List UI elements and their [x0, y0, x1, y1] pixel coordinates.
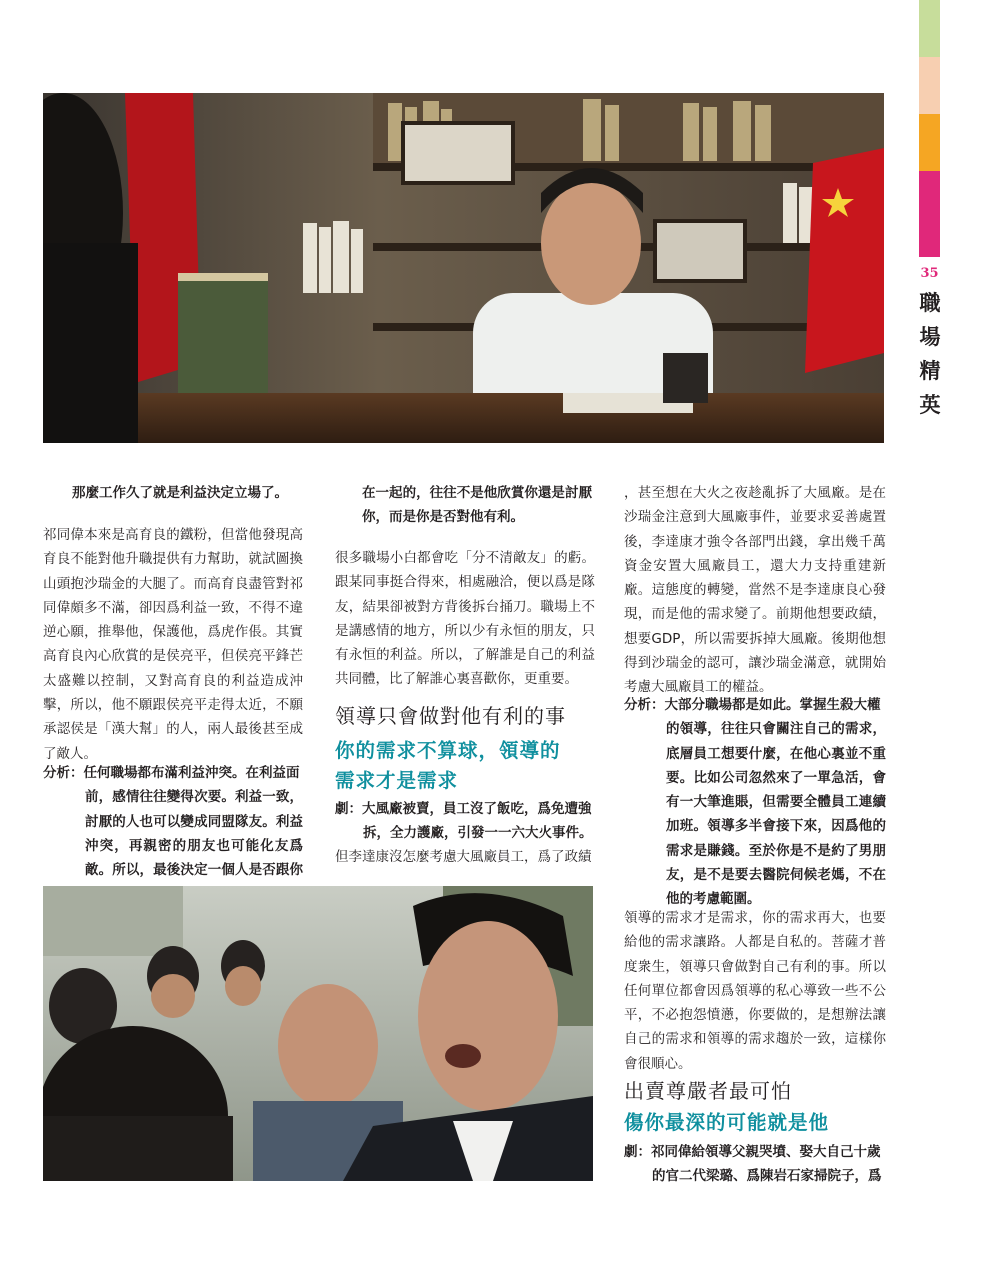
page-number: 35: [920, 266, 939, 281]
col3-heading-light: 出賣尊嚴者最可怕: [624, 1079, 792, 1103]
col2-drama-label: 劇：: [335, 801, 362, 817]
col1-analysis-first-line: 任何職場都布滿利益沖突。在利益面: [83, 765, 300, 781]
col2-heading-bold-line1: 你的需求不算球，領導的: [335, 739, 561, 762]
col1-paragraph-1: 祁同偉本來是高育良的鐵粉，但當他發現高育良不能對他升職提供有力幫助，就試圖換山頭抱沙瑞金的大腿了。而高育良盡管對祁同偉頗多不滿，卻因爲利益一致，不得不違逆心願，推舉他，保護他，爲虎作倀。其實高育良內心欣賞的是侯亮平，但侯亮平鋒芒太盛難以控制，又對高育良的利益造成沖擊，所以，他不願跟侯亮平走得太近，不願承認侯是「漢大幫」的人，兩人最後甚至成了敵人。: [43, 527, 303, 762]
col1-analysis-label: 分析：: [43, 765, 84, 781]
col3-analysis-block: [624, 693, 886, 912]
sidebar-color-bar-peach: [919, 57, 940, 114]
col2-heading-light: 領導只會做對他有利的事: [335, 704, 566, 728]
col3-analysis-text: 的領導，往往只會關注自己的需求，底層員工想要什麼，在他心裏並不重要。比如公司忽然來了一單急活，會有一大筆進賬，但需要全體員工連續加班。領導多半會接下來，因爲他的需求是賺錢。至於你是不是約了男朋友，是不是要去醫院伺候老媽，不在他的考慮範圍。: [666, 721, 886, 908]
col2-paragraph-2: 但李達康沒怎麼考慮大風廠員工，爲了政績: [335, 849, 592, 865]
col3-drama-first-line: 祁同偉給領導父親哭墳、娶大自己十歲: [651, 1144, 881, 1160]
col1-lead-bold: 那麼工作久了就是利益決定立場了。: [72, 485, 288, 501]
sidebar-color-bar-pink: [919, 171, 940, 257]
col1-analysis-text: 前，感情往往變得次要。利益一致，討厭的人也可以變成同盟隊友。利益沖突，再親密的朋友也可能化友爲敵。所以，最後決定一個人是否跟你: [85, 789, 303, 879]
col1-analysis-block: [43, 761, 303, 907]
col3-analysis-first-line: 大部分職場都是如此。掌握生殺大權: [664, 697, 881, 713]
col2-drama-text: 拆，全力護廠，引發一一六大火事件。: [363, 825, 593, 842]
col2-paragraph-1: 很多職場小白都會吃「分不清敵友」的虧。跟某同事挺合得來，相處融洽，便以爲是隊友，結果卻被對方背後拆台捅刀。職場上不是講感情的地方，所以少有永恒的朋友，只有永恒的利益。所以，了解誰是自己的利益共同體，比了解誰心裏喜歡你，更重要。: [335, 550, 595, 688]
bottom-photo-crowd-scene: [43, 886, 593, 1181]
col2-heading-bold-line2: 需求才是需求: [335, 769, 459, 792]
sidebar-color-bar-orange: [919, 114, 940, 171]
col2-drama-block: [335, 797, 597, 846]
top-photo-office-scene: [43, 93, 884, 443]
col3-drama-label: 劇：: [624, 1144, 651, 1160]
col2-lead-bold: 在一起的，往往不是他欣賞你還是討厭你，而是你是否對他有利。: [362, 485, 592, 526]
col3-paragraph-1: ，甚至想在大火之夜趁亂拆了大風廠。是在沙瑞金注意到大風廠事件，並要求妥善處置後，李達康才強令各部門出錢，拿出幾千萬資金安置大風廠員工，還大力支持重建新廠。這態度的轉變，當然不是李達康良心發現，而是他的需求變了。前期他想要政績，想要GDP，所以需要拆掉大風廠。後期他想得到沙瑞金的認可，讓沙瑞金滿意，就開始考慮大風廠員工的權益。: [624, 485, 886, 696]
col2-drama-first-line: 大風廠被賣，員工沒了飯吃，爲免遭強: [362, 801, 592, 817]
sidebar-color-bar-green: [919, 0, 940, 57]
col3-drama-block: [624, 1140, 886, 1189]
col3-heading-bold: 傷你最深的可能就是他: [624, 1111, 830, 1134]
section-title: 職場精英: [919, 290, 941, 417]
col3-drama-text: 的官二代梁璐、爲陳岩石家掃院子，爲: [652, 1168, 882, 1185]
col3-paragraph-2: 領導的需求才是需求，你的需求再大，也要給他的需求讓路。人都是自私的。菩薩才普度衆生，領導只會做對自己有利的事。所以任何單位都會因爲領導的私心導致一些不公平，不必抱怨憤懣，你要做的，是想辦法讓自己的需求和領導的需求趨於一致，這樣你會很順心。: [624, 910, 886, 1072]
col3-analysis-label: 分析：: [624, 697, 665, 713]
